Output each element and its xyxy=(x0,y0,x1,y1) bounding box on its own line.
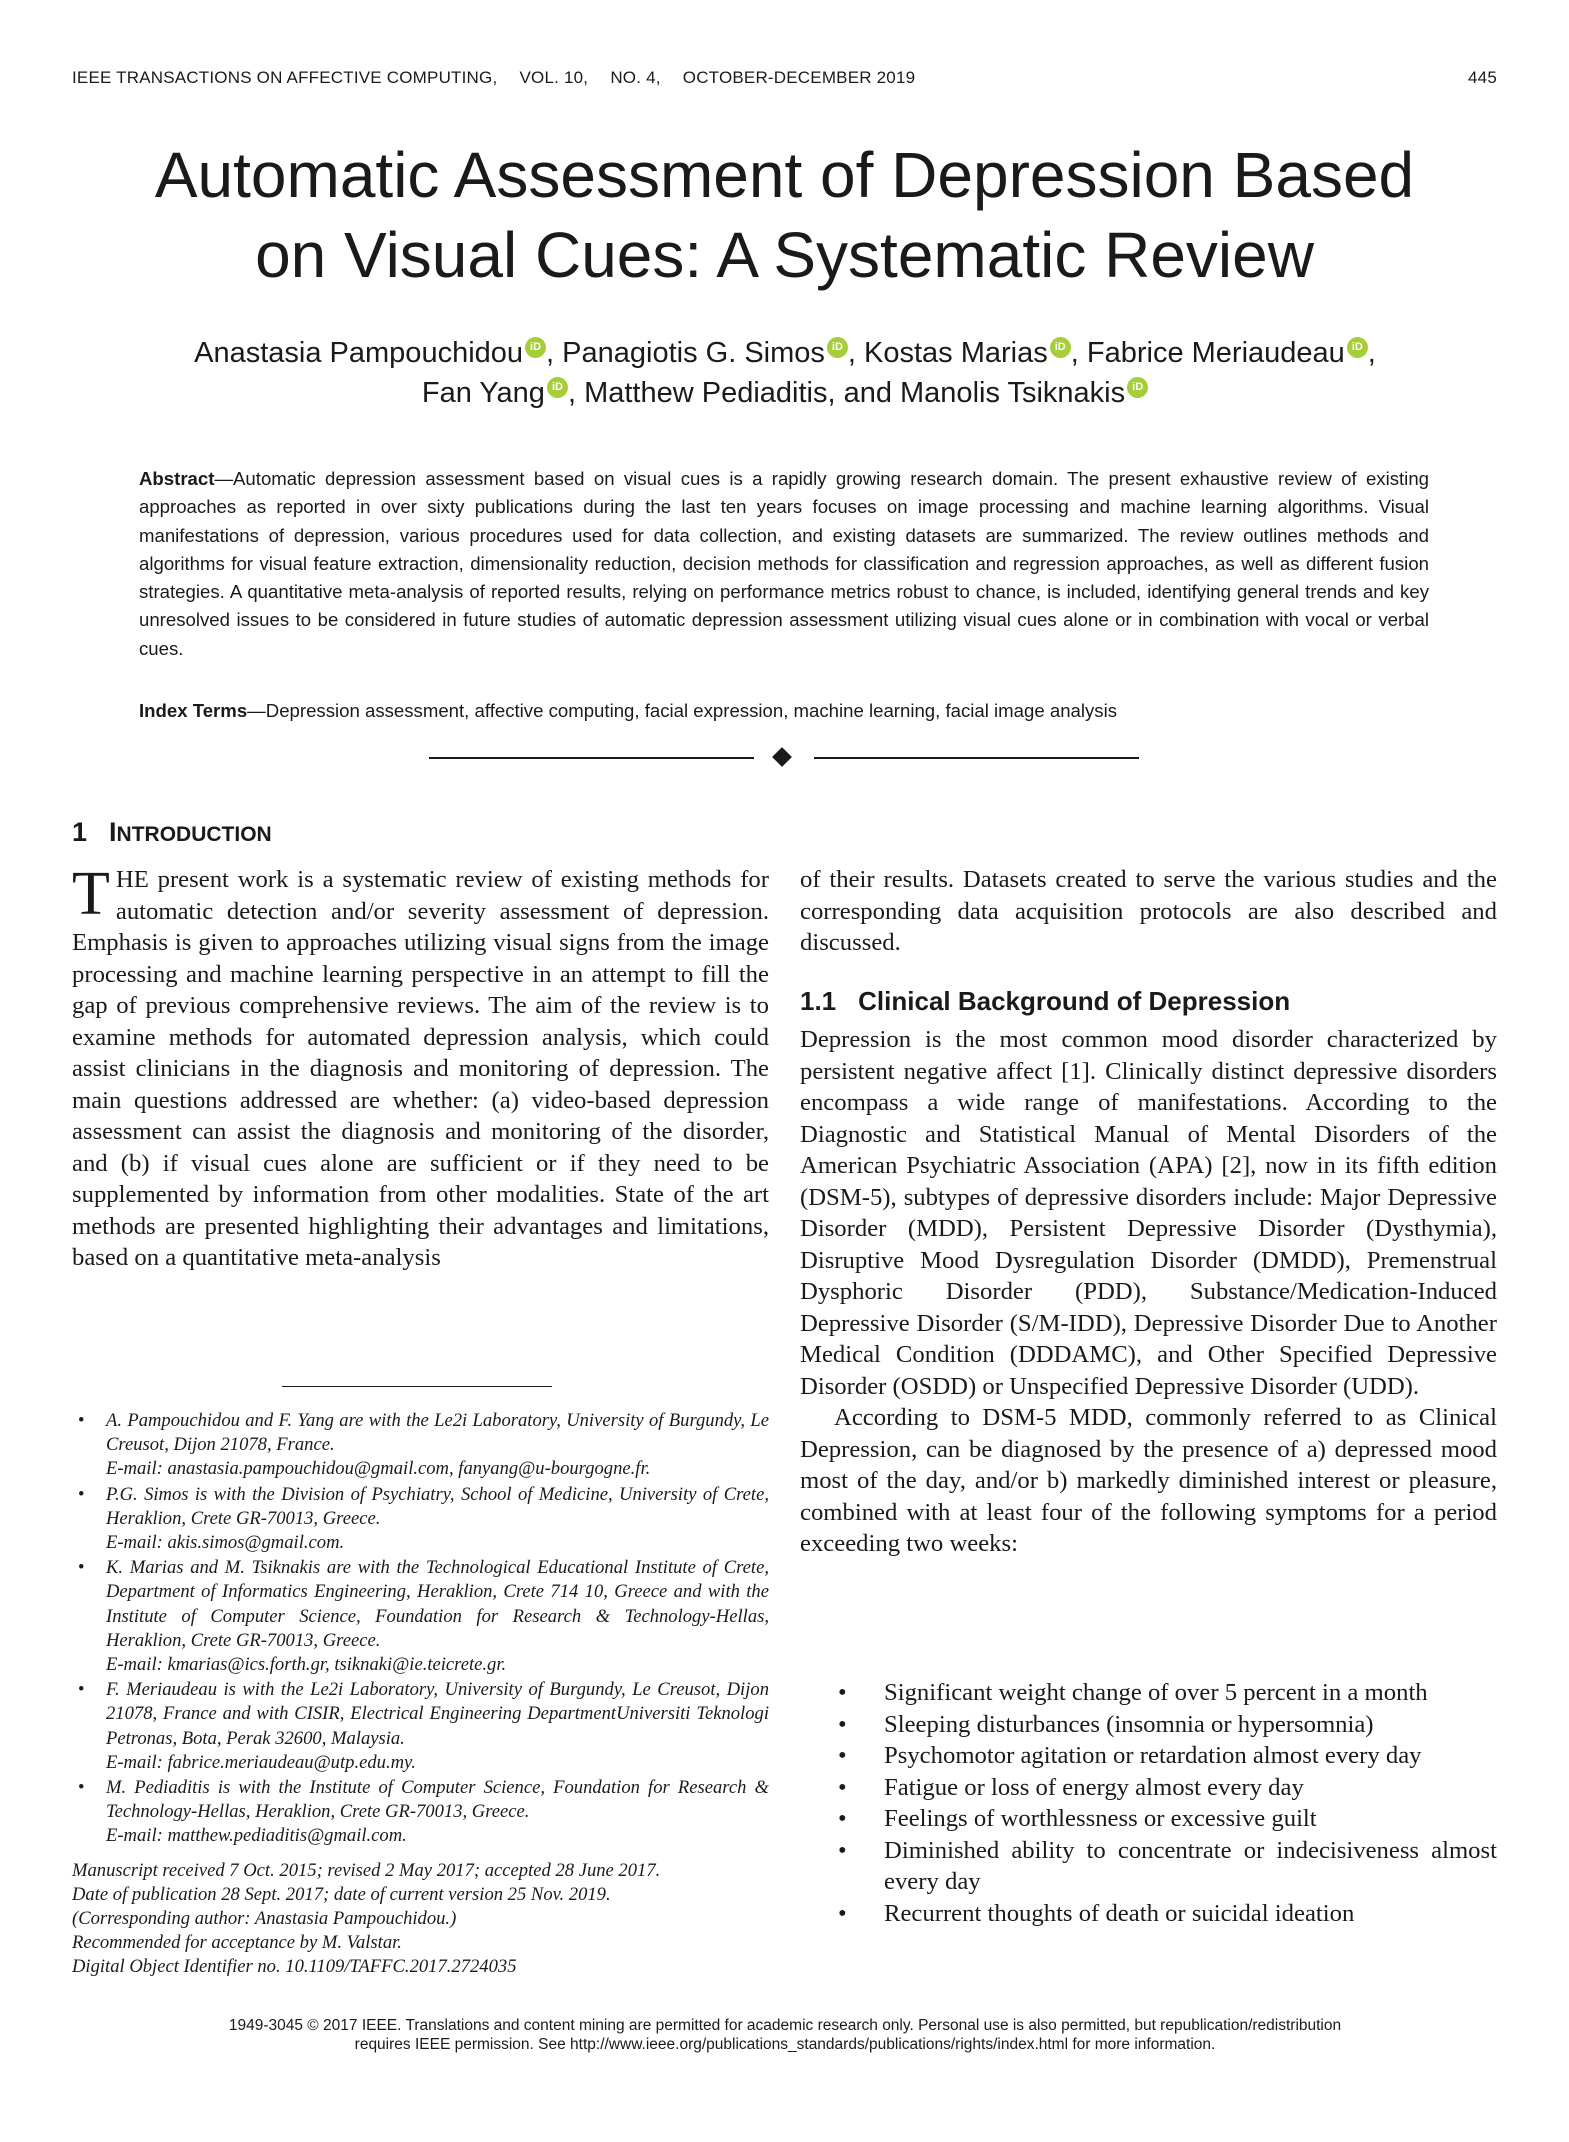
author-separator: , xyxy=(1070,337,1087,369)
orcid-icon[interactable]: iD xyxy=(1127,377,1148,398)
symptom-text: Recurrent thoughts of death or suicidal ideation xyxy=(884,1899,1355,1927)
page-number: 445 xyxy=(1468,68,1497,87)
clinical-paragraph-2: According to DSM-5 MDD, commonly referred to as Clinical Depression, can be diagnosed by the presence of a) depressed mood most of the day, and/or b) markedly diminished interest or pleasure, combined with at least four of the following symptoms for a period exceeding two weeks: xyxy=(800,1404,1497,1557)
orcid-icon[interactable]: iD xyxy=(1050,337,1071,358)
manuscript-line: Date of publication 28 Sept. 2017; date of current version 25 Nov. 2019. xyxy=(72,1883,611,1905)
introduction-continuation: of their results. Datasets created to serve the various studies and the corresponding data acquisition protocols are also described and discussed. xyxy=(800,866,1497,956)
symptom-text: Fatigue or loss of energy almost every day xyxy=(884,1773,1304,1801)
separator-line-right xyxy=(814,757,1139,759)
list-item xyxy=(800,1740,1497,1772)
bullet-icon: • xyxy=(838,1899,847,1927)
diamond-icon xyxy=(772,747,792,767)
bullet-icon: • xyxy=(838,1805,847,1832)
author-line-2 xyxy=(100,373,1470,413)
author-name: Fabrice Meriaudeau xyxy=(1086,337,1345,369)
author-name: Kostas Marias xyxy=(864,337,1048,369)
author-name: Fan Yang xyxy=(421,377,545,409)
doi-line[interactable]: Digital Object Identifier no. 10.1109/TAFFC.2017.2724035 xyxy=(72,1956,517,1978)
introduction-paragraph xyxy=(72,860,769,1274)
affiliation-text: A. Pampouchidou and F. Yang are with the Le2i Laboratory, University of Burgundy, Le Creusot, Dijon 21078, France. xyxy=(106,1410,769,1456)
title-line-2: on Visual Cues: A Systematic Review xyxy=(255,219,1314,291)
bullet-icon: • xyxy=(838,1710,847,1738)
journal-info: IEEE TRANSACTIONS ON AFFECTIVE COMPUTING, VOL. 10, NO. 4, OCTOBER-DECEMBER 2019 xyxy=(72,68,916,87)
orcid-icon[interactable]: iD xyxy=(1347,337,1368,358)
index-terms xyxy=(139,697,1429,725)
running-head xyxy=(72,68,1497,94)
list-item xyxy=(800,1835,1497,1898)
orcid-icon[interactable]: iD xyxy=(827,337,848,358)
bullet-icon: • xyxy=(78,1483,85,1505)
footnote-rule xyxy=(282,1386,552,1387)
manuscript-line: (Corresponding author: Anastasia Pampouchidou.) xyxy=(72,1908,457,1930)
affiliation-text: F. Meriaudeau is with the Le2i Laboratory, University of Burgundy, Le Creusot, Dijon 21078, France and with CISIR, Electrical Engineering DepartmentUniversiti Teknologi Petronas, Bota, Perak 32600, Malaysia. xyxy=(106,1679,769,1749)
list-item xyxy=(800,1677,1497,1709)
manuscript-line: Manuscript received 7 Oct. 2015; revised 2 May 2017; accepted 28 June 2017. xyxy=(72,1859,661,1881)
affiliation-item xyxy=(72,1776,769,1849)
symptom-list xyxy=(800,1677,1497,1929)
affiliation-email[interactable]: E-mail: fabrice.meriaudeau@utp.edu.my. xyxy=(106,1751,416,1773)
bullet-icon: • xyxy=(838,1679,847,1706)
clinical-paragraph-1: Depression is the most common mood disorder characterized by persistent negative affect [1]. Clinically distinct depressive disorders encompass a wide range of manifestations. According to the Diagnostic and Statistical Manual of Mental Disorders of the American Psychiatric Association (APA) [2], now in its fifth edition (DSM-5), subtypes of depressive disorders include: Major Depressive Disorder (MDD), Persistent Depressive Disorder (Dysthymia), Disruptive Mood Dysregulation Disorder (DMDD), Premenstrual Dysphoric Disorder (PDD), Substance/Medication-Induced Depressive Disorder (S/M-IDD), Depressive Disorder Due to Another Medical Condition (DDDAMC), and Other Specified Depressive Disorder (OSDD) or Unspecified Depressive Disorder (UDD). xyxy=(800,1026,1497,1400)
list-item xyxy=(800,1709,1497,1741)
bullet-icon: • xyxy=(78,1557,85,1579)
index-terms-text: —Depression assessment, affective computing, facial expression, machine learning, facial image analysis xyxy=(247,700,1118,721)
author-affiliations xyxy=(72,1409,769,1980)
section-title-rest: NTRODUCTION xyxy=(116,823,272,846)
affiliation-text: M. Pediaditis is with the Institute of Computer Science, Foundation for Research & Technology-Hellas, Heraklion, Crete GR-70013, Greece. xyxy=(106,1777,769,1823)
intro-text: present work is a systematic review of existing methods for automatic detection and/or severity assessment of depression. Emphasis is given to approaches utilizing visual signs from the image processing and machine learning perspective in an attempt to fill the gap of previous comprehensive reviews. The aim of the review is to examine methods for automated depression analysis, which could assist clinicians in the diagnosis and monitoring of depression. The main questions addressed are whether: (a) video-based depression assessment can assist the diagnosis and monitoring of the disorder, and (b) if visual cues alone are sufficient or if they need to be supplemented by information from other modalities. State of the art methods are presented highlighting their advantages and limitations, based on a quantitative meta-analysis xyxy=(72,866,769,1271)
author-separator: , xyxy=(1367,337,1376,369)
list-item xyxy=(800,1772,1497,1804)
abstract-label: Abstract xyxy=(139,468,215,489)
author-separator: , xyxy=(546,337,563,369)
affiliation-email[interactable]: E-mail: akis.simos@gmail.com. xyxy=(106,1532,345,1554)
symptom-text: Significant weight change of over 5 percent in a month xyxy=(884,1679,1428,1706)
affiliation-email[interactable]: E-mail: anastasia.pampouchidou@gmail.com, fanyang@u-bourgogne.fr. xyxy=(106,1458,651,1480)
manuscript-info xyxy=(72,1859,769,1980)
title-line-1: Automatic Assessment of Depression Based xyxy=(154,139,1415,211)
bullet-icon: • xyxy=(78,1777,85,1799)
section-heading-introduction xyxy=(72,817,272,848)
author-line-1 xyxy=(100,333,1470,373)
symptom-text: Psychomotor agitation or retardation almost every day xyxy=(884,1742,1422,1769)
symptom-text: Feelings of worthlessness or excessive guilt xyxy=(884,1805,1317,1832)
affiliation-item xyxy=(72,1556,769,1677)
bullet-icon: • xyxy=(838,1836,847,1864)
author-names-rest: , Matthew Pediaditis, and Manolis Tsiknakis xyxy=(567,377,1126,409)
clinical-background-text xyxy=(800,1024,1497,1560)
author-name: Panagiotis G. Simos xyxy=(562,337,825,369)
symptom-text: Diminished ability to concentrate or indecisiveness almost every day xyxy=(884,1836,1497,1895)
bullet-icon: • xyxy=(78,1410,85,1431)
copyright-notice xyxy=(140,2016,1430,2054)
orcid-icon[interactable]: iD xyxy=(525,337,546,358)
affiliation-item xyxy=(72,1409,769,1482)
affiliation-text: P.G. Simos is with the Division of Psychiatry, School of Medicine, University of Crete, Heraklion, Crete GR-70013, Greece. xyxy=(106,1483,769,1529)
copyright-line-1: 1949-3045 © 2017 IEEE. Translations and content mining are permitted for academic research only. Personal use is also permitted, but republication/redistribution xyxy=(228,2017,1342,2034)
bullet-icon: • xyxy=(838,1773,847,1801)
intro-smallcaps: HE xyxy=(115,866,149,893)
subsection-number: 1.1 xyxy=(800,986,837,1016)
section-number: 1 xyxy=(72,817,88,847)
index-terms-label: Index Terms xyxy=(139,700,248,721)
abstract-text: —Automatic depression assessment based on visual cues is a rapidly growing research domain. The present exhaustive review of existing approaches as reported in over sixty publications during the last ten years focuses on image processing and machine learning algorithms. Visual manifestations of depression, various procedures used for data collection, and existing datasets are summarized. The review outlines methods and algorithms for visual feature extraction, dimensionality reduction, decision methods for classification and regression approaches, as well as different fusion strategies. A quantitative meta-analysis of reported results, relying on performance metrics robust to chance, is included, identifying general trends and key unresolved issues to be considered in future studies of automatic depression assessment utilizing visual cues alone or in combination with vocal or verbal cues. xyxy=(139,468,1429,659)
subsection-heading-clinical-background xyxy=(800,986,1290,1017)
section-title-initial: I xyxy=(109,817,117,847)
section-separator xyxy=(429,745,1139,771)
manuscript-line: Recommended for acceptance by M. Valstar. xyxy=(72,1932,402,1954)
orcid-icon[interactable]: iD xyxy=(547,377,568,398)
subsection-title: Clinical Background of Depression xyxy=(858,986,1291,1016)
affiliation-email[interactable]: E-mail: kmarias@ics.forth.gr, tsiknaki@ie.teicrete.gr. xyxy=(106,1654,507,1676)
author-separator: , xyxy=(847,337,865,369)
abstract xyxy=(139,465,1429,663)
list-item xyxy=(800,1898,1497,1930)
author-list xyxy=(100,333,1470,413)
separator-line-left xyxy=(429,757,754,759)
author-name: Anastasia Pampouchidou xyxy=(194,337,524,369)
affiliation-item xyxy=(72,1678,769,1775)
affiliation-item xyxy=(72,1483,769,1556)
affiliation-email[interactable]: E-mail: matthew.pediaditis@gmail.com. xyxy=(106,1825,407,1847)
affiliation-text: K. Marias and M. Tsiknakis are with the Technological Educational Institute of Crete, Department of Informatics Engineering, Heraklion, Crete 714 10, Greece and with the Institute of Computer Science, Foundation for Research & Technology-Hellas, Heraklion, Crete GR-70013, Greece. xyxy=(106,1557,769,1651)
symptom-text: Sleeping disturbances (insomnia or hypersomnia) xyxy=(884,1710,1374,1738)
paper-title xyxy=(72,135,1497,295)
list-item xyxy=(800,1803,1497,1835)
bullet-icon: • xyxy=(838,1742,847,1769)
drop-cap: T xyxy=(72,860,110,928)
copyright-line-2[interactable]: requires IEEE permission. See http://www.ieee.org/publications_standards/publications/rights/index.html for more information. xyxy=(354,2036,1216,2053)
bullet-icon: • xyxy=(78,1679,85,1701)
